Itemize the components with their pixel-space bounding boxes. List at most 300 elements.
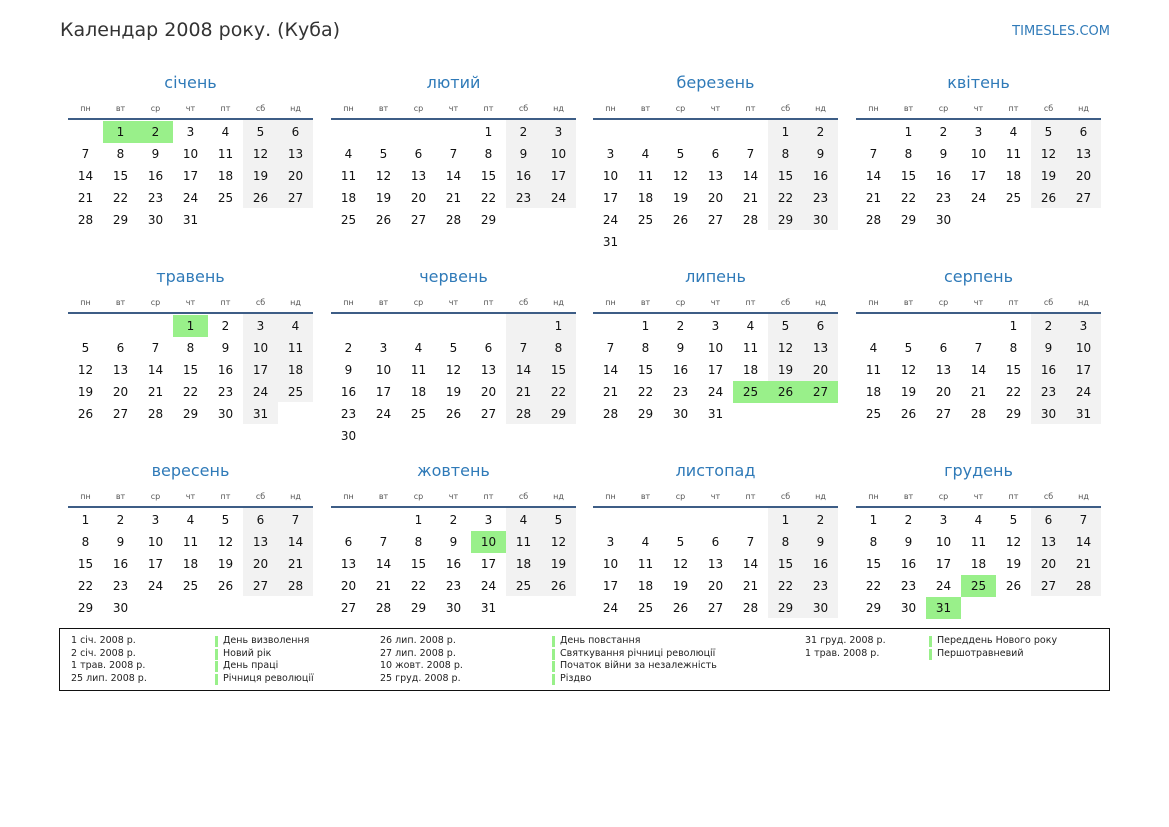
day-cell: 18 xyxy=(970,557,987,571)
day-cell: 20 xyxy=(480,385,497,399)
day-cell: 22 xyxy=(410,579,427,593)
day-cell: 30 xyxy=(112,601,129,615)
day-cell: 14 xyxy=(742,169,759,183)
day-cell: 6 xyxy=(414,147,423,161)
day-cell: 24 xyxy=(935,579,952,593)
day-cell: 6 xyxy=(816,319,825,333)
weekday-label: нд xyxy=(815,298,826,307)
day-cell: 8 xyxy=(641,341,650,355)
day-cell: 5 xyxy=(676,535,685,549)
day-cell: 19 xyxy=(445,385,462,399)
day-cell: 18 xyxy=(340,191,357,205)
day-cell: 29 xyxy=(900,213,917,227)
day-cell: 16 xyxy=(515,169,532,183)
day-cell: 23 xyxy=(900,579,917,593)
legend-date: 25 лип. 2008 р. xyxy=(71,672,147,684)
day-cell: 29 xyxy=(865,601,882,615)
day-cell: 30 xyxy=(900,601,917,615)
day-cell: 5 xyxy=(904,341,913,355)
day-cell: 7 xyxy=(746,147,755,161)
weekday-label: ср xyxy=(413,104,424,113)
weekday-label: ср xyxy=(150,492,161,501)
day-cell: 1 xyxy=(781,125,790,139)
day-cell: 17 xyxy=(550,169,567,183)
day-cell: 9 xyxy=(904,535,913,549)
legend-holiday-name: Різдво xyxy=(560,672,592,684)
weekday-label: пт xyxy=(220,104,231,113)
day-cell: 6 xyxy=(1079,125,1088,139)
weekday-label: сб xyxy=(1043,492,1054,501)
day-cell: 8 xyxy=(186,341,195,355)
day-cell: 25 xyxy=(182,579,199,593)
day-cell: 6 xyxy=(484,341,493,355)
day-cell: 17 xyxy=(602,191,619,205)
holiday-day-cell: 27 xyxy=(803,381,838,403)
day-cell: 15 xyxy=(777,169,794,183)
weekday-label: чт xyxy=(448,298,459,307)
weekday-label: пн xyxy=(605,104,616,113)
day-cell: 29 xyxy=(777,213,794,227)
weekday-label: вт xyxy=(378,298,389,307)
day-cell: 29 xyxy=(410,601,427,615)
day-cell: 20 xyxy=(707,191,724,205)
day-cell: 4 xyxy=(519,513,528,527)
day-cell: 30 xyxy=(1040,407,1057,421)
holiday-day-cell: 2 xyxy=(138,121,173,143)
day-cell: 4 xyxy=(974,513,983,527)
day-cell: 4 xyxy=(641,535,650,549)
day-cell: 31 xyxy=(182,213,199,227)
day-cell: 22 xyxy=(77,579,94,593)
day-cell: 28 xyxy=(970,407,987,421)
day-cell: 14 xyxy=(375,557,392,571)
day-cell: 7 xyxy=(606,341,615,355)
weekday-label: пн xyxy=(868,492,879,501)
day-cell: 4 xyxy=(291,319,300,333)
month-5 xyxy=(68,266,314,456)
day-cell: 10 xyxy=(970,147,987,161)
day-cell: 26 xyxy=(1005,579,1022,593)
day-cell: 30 xyxy=(147,213,164,227)
day-cell: 15 xyxy=(112,169,129,183)
day-cell: 16 xyxy=(217,363,234,377)
day-cell: 8 xyxy=(484,147,493,161)
weekday-label: чт xyxy=(973,298,984,307)
day-cell: 20 xyxy=(1075,169,1092,183)
weekday-label: вт xyxy=(903,492,914,501)
day-cell: 13 xyxy=(410,169,427,183)
legend-holiday-name: День визволення xyxy=(223,635,310,646)
day-cell: 7 xyxy=(379,535,388,549)
day-cell: 12 xyxy=(445,363,462,377)
weekday-label: чт xyxy=(710,298,721,307)
weekday-label: чт xyxy=(973,492,984,501)
day-cell: 15 xyxy=(550,363,567,377)
day-cell: 26 xyxy=(672,601,689,615)
day-cell: 27 xyxy=(410,213,427,227)
day-cell: 21 xyxy=(742,191,759,205)
month-name: липень xyxy=(685,267,746,286)
day-cell: 29 xyxy=(637,407,654,421)
weekday-header xyxy=(331,492,576,504)
day-cell: 14 xyxy=(287,535,304,549)
legend-date: 26 лип. 2008 р. xyxy=(380,635,456,646)
day-cell: 8 xyxy=(414,535,423,549)
day-cell: 9 xyxy=(116,535,125,549)
day-cell: 5 xyxy=(449,341,458,355)
holiday-day-cell: 10 xyxy=(471,531,506,553)
day-cell: 10 xyxy=(935,535,952,549)
weekday-label: сб xyxy=(1043,298,1054,307)
day-cell: 2 xyxy=(1044,319,1053,333)
day-cell: 17 xyxy=(602,579,619,593)
weekday-label: чт xyxy=(448,104,459,113)
weekday-label: пн xyxy=(80,492,91,501)
weekday-label: вт xyxy=(903,104,914,113)
day-cell: 22 xyxy=(1005,385,1022,399)
day-cell: 2 xyxy=(904,513,913,527)
day-cell: 16 xyxy=(147,169,164,183)
legend-color-marker xyxy=(552,661,555,672)
day-cell: 7 xyxy=(151,341,160,355)
day-cell: 13 xyxy=(252,535,269,549)
day-cell: 15 xyxy=(410,557,427,571)
day-cell: 17 xyxy=(970,169,987,183)
legend-date: 1 січ. 2008 р. xyxy=(71,635,136,646)
day-cell: 23 xyxy=(112,579,129,593)
day-cell: 13 xyxy=(480,363,497,377)
day-cell: 31 xyxy=(1075,407,1092,421)
month-name: березень xyxy=(676,73,755,92)
day-cell: 19 xyxy=(672,191,689,205)
weekday-label: нд xyxy=(1078,298,1089,307)
weekday-label: вт xyxy=(378,104,389,113)
day-cell: 18 xyxy=(515,557,532,571)
day-cell: 28 xyxy=(742,601,759,615)
day-cell: 21 xyxy=(865,191,882,205)
day-cell: 23 xyxy=(445,579,462,593)
day-cell: 23 xyxy=(935,191,952,205)
legend-holiday-name: Річниця революції xyxy=(223,672,314,684)
day-cell: 26 xyxy=(77,407,94,421)
weekday-label: нд xyxy=(290,104,301,113)
day-cell: 15 xyxy=(865,557,882,571)
day-cell: 13 xyxy=(935,363,952,377)
day-cell: 18 xyxy=(637,191,654,205)
day-cell: 5 xyxy=(554,513,563,527)
day-cell: 12 xyxy=(672,169,689,183)
day-cell: 23 xyxy=(672,385,689,399)
day-cell: 5 xyxy=(676,147,685,161)
weekday-label: пн xyxy=(868,298,879,307)
day-cell: 17 xyxy=(375,385,392,399)
weekday-label: сб xyxy=(780,104,791,113)
day-cell: 17 xyxy=(182,169,199,183)
weekday-label: вт xyxy=(640,492,651,501)
day-cell: 19 xyxy=(777,363,794,377)
day-cell: 17 xyxy=(252,363,269,377)
day-cell: 11 xyxy=(742,341,759,355)
legend-holiday-name: День повстання xyxy=(560,635,641,646)
day-cell: 15 xyxy=(77,557,94,571)
day-cell: 29 xyxy=(550,407,567,421)
day-cell: 6 xyxy=(711,147,720,161)
day-cell: 8 xyxy=(781,535,790,549)
day-cell: 25 xyxy=(410,407,427,421)
weekday-label: вт xyxy=(378,492,389,501)
day-cell: 24 xyxy=(375,407,392,421)
legend-color-marker xyxy=(552,649,555,660)
day-cell: 11 xyxy=(970,535,987,549)
day-cell: 22 xyxy=(865,579,882,593)
holiday-day-cell: 26 xyxy=(768,381,803,403)
day-cell: 21 xyxy=(970,385,987,399)
day-cell: 19 xyxy=(77,385,94,399)
day-cell: 20 xyxy=(410,191,427,205)
weekday-label: ср xyxy=(675,492,686,501)
day-cell: 21 xyxy=(515,385,532,399)
weekday-label: нд xyxy=(1078,492,1089,501)
day-cell: 9 xyxy=(816,535,825,549)
weekday-label: сб xyxy=(780,298,791,307)
weekday-label: чт xyxy=(185,492,196,501)
day-cell: 24 xyxy=(550,191,567,205)
day-cell: 19 xyxy=(1040,169,1057,183)
holiday-day-cell: 31 xyxy=(926,597,961,619)
weekday-label: чт xyxy=(185,298,196,307)
day-cell: 4 xyxy=(344,147,353,161)
holiday-day-cell: 1 xyxy=(173,315,208,337)
day-cell: 12 xyxy=(777,341,794,355)
day-cell: 9 xyxy=(449,535,458,549)
day-cell: 2 xyxy=(676,319,685,333)
legend-color-marker xyxy=(552,674,555,685)
day-cell: 16 xyxy=(112,557,129,571)
day-cell: 11 xyxy=(637,169,654,183)
legend-holiday-name: Новий рік xyxy=(223,647,272,659)
legend-date: 1 трав. 2008 р. xyxy=(805,647,880,659)
legend-color-marker xyxy=(929,649,932,660)
day-cell: 28 xyxy=(515,407,532,421)
day-cell: 28 xyxy=(1075,579,1092,593)
day-cell: 28 xyxy=(287,579,304,593)
day-cell: 11 xyxy=(515,535,532,549)
weekday-label: пн xyxy=(80,298,91,307)
day-cell: 4 xyxy=(869,341,878,355)
day-cell: 8 xyxy=(554,341,563,355)
day-cell: 30 xyxy=(812,213,829,227)
day-cell: 1 xyxy=(641,319,650,333)
day-cell: 11 xyxy=(410,363,427,377)
weekday-label: пн xyxy=(80,104,91,113)
day-cell: 10 xyxy=(252,341,269,355)
month-12 xyxy=(856,460,1102,650)
weekday-label: чт xyxy=(973,104,984,113)
day-cell: 3 xyxy=(974,125,983,139)
day-cell: 13 xyxy=(812,341,829,355)
day-cell: 8 xyxy=(1009,341,1018,355)
day-cell: 24 xyxy=(602,213,619,227)
weekday-label: вт xyxy=(640,298,651,307)
day-cell: 8 xyxy=(904,147,913,161)
day-cell: 13 xyxy=(287,147,304,161)
day-cell: 7 xyxy=(519,341,528,355)
day-cell: 22 xyxy=(550,385,567,399)
day-cell: 2 xyxy=(344,341,353,355)
day-cell: 17 xyxy=(707,363,724,377)
weekday-label: сб xyxy=(518,298,529,307)
holiday-day-cell: 25 xyxy=(961,575,996,597)
day-cell: 16 xyxy=(672,363,689,377)
day-cell: 20 xyxy=(707,579,724,593)
day-cell: 26 xyxy=(445,407,462,421)
day-cell: 10 xyxy=(147,535,164,549)
weekday-label: сб xyxy=(1043,104,1054,113)
day-cell: 30 xyxy=(672,407,689,421)
day-cell: 26 xyxy=(375,213,392,227)
day-cell: 18 xyxy=(1005,169,1022,183)
day-cell: 10 xyxy=(375,363,392,377)
day-cell: 14 xyxy=(445,169,462,183)
day-cell: 13 xyxy=(707,169,724,183)
day-cell: 13 xyxy=(707,557,724,571)
legend-color-marker xyxy=(215,636,218,647)
day-cell: 3 xyxy=(256,319,265,333)
legend-color-marker xyxy=(929,636,932,647)
day-cell: 9 xyxy=(221,341,230,355)
day-cell: 6 xyxy=(256,513,265,527)
month-6 xyxy=(331,266,577,456)
day-cell: 24 xyxy=(602,601,619,615)
month-name: червень xyxy=(419,267,488,286)
month-9 xyxy=(68,460,314,650)
weekday-label: сб xyxy=(255,298,266,307)
day-cell: 8 xyxy=(869,535,878,549)
day-cell: 19 xyxy=(672,579,689,593)
month-7 xyxy=(593,266,839,456)
day-cell: 25 xyxy=(515,579,532,593)
day-cell: 25 xyxy=(287,385,304,399)
day-cell: 9 xyxy=(939,147,948,161)
day-cell: 3 xyxy=(484,513,493,527)
day-cell: 24 xyxy=(480,579,497,593)
day-cell: 24 xyxy=(252,385,269,399)
day-cell: 27 xyxy=(707,213,724,227)
page-title: Календар 2008 року. (Куба) xyxy=(60,19,341,41)
legend-holiday-name: Переддень Нового року xyxy=(937,635,1058,646)
site-link[interactable]: TIMESLES.COM xyxy=(1012,24,1110,39)
weekday-label: чт xyxy=(710,104,721,113)
weekday-label: пт xyxy=(745,104,756,113)
day-cell: 16 xyxy=(900,557,917,571)
day-cell: 16 xyxy=(1040,363,1057,377)
day-cell: 5 xyxy=(781,319,790,333)
weekday-header xyxy=(331,104,576,116)
day-cell: 17 xyxy=(480,557,497,571)
day-cell: 9 xyxy=(344,363,353,377)
month-name: грудень xyxy=(944,461,1013,480)
weekday-label: пт xyxy=(483,492,494,501)
weekday-label: нд xyxy=(290,298,301,307)
weekday-label: пн xyxy=(605,298,616,307)
day-cell: 2 xyxy=(116,513,125,527)
weekday-label: ср xyxy=(938,492,949,501)
day-cell: 14 xyxy=(742,557,759,571)
weekday-label: вт xyxy=(640,104,651,113)
weekday-label: пт xyxy=(1008,298,1019,307)
day-cell: 7 xyxy=(291,513,300,527)
day-cell: 22 xyxy=(480,191,497,205)
day-cell: 10 xyxy=(182,147,199,161)
legend-date: 31 груд. 2008 р. xyxy=(805,635,886,646)
day-cell: 6 xyxy=(1044,513,1053,527)
day-cell: 9 xyxy=(676,341,685,355)
day-cell: 20 xyxy=(287,169,304,183)
day-cell: 20 xyxy=(1040,557,1057,571)
weekday-label: ср xyxy=(938,104,949,113)
day-cell: 2 xyxy=(519,125,528,139)
day-cell: 3 xyxy=(151,513,160,527)
day-cell: 26 xyxy=(900,407,917,421)
day-cell: 2 xyxy=(449,513,458,527)
day-cell: 29 xyxy=(77,601,94,615)
day-cell: 23 xyxy=(1040,385,1057,399)
month-10 xyxy=(331,460,577,650)
day-cell: 2 xyxy=(221,319,230,333)
day-cell: 8 xyxy=(116,147,125,161)
day-cell: 8 xyxy=(781,147,790,161)
day-cell: 3 xyxy=(606,535,615,549)
day-cell: 7 xyxy=(869,147,878,161)
day-cell: 18 xyxy=(637,579,654,593)
day-cell: 13 xyxy=(340,557,357,571)
day-cell: 14 xyxy=(147,363,164,377)
day-cell: 20 xyxy=(935,385,952,399)
day-cell: 11 xyxy=(340,169,357,183)
day-cell: 30 xyxy=(935,213,952,227)
day-cell: 26 xyxy=(1040,191,1057,205)
day-cell: 20 xyxy=(340,579,357,593)
weekday-label: пт xyxy=(1008,492,1019,501)
day-cell: 27 xyxy=(112,407,129,421)
month-11 xyxy=(593,460,839,650)
weekday-label: нд xyxy=(553,492,564,501)
day-cell: 9 xyxy=(1044,341,1053,355)
weekday-label: пт xyxy=(483,298,494,307)
day-cell: 4 xyxy=(186,513,195,527)
day-cell: 31 xyxy=(707,407,724,421)
day-cell: 11 xyxy=(865,363,882,377)
weekday-label: ср xyxy=(938,298,949,307)
day-cell: 4 xyxy=(641,147,650,161)
day-cell: 23 xyxy=(147,191,164,205)
day-cell: 8 xyxy=(81,535,90,549)
weekday-label: вт xyxy=(115,298,126,307)
weekday-label: пт xyxy=(220,298,231,307)
legend-date: 25 груд. 2008 р. xyxy=(380,672,461,684)
day-cell: 11 xyxy=(1005,147,1022,161)
day-cell: 15 xyxy=(182,363,199,377)
weekday-label: сб xyxy=(255,104,266,113)
weekday-label: ср xyxy=(675,104,686,113)
legend-date: 1 трав. 2008 р. xyxy=(71,660,146,671)
day-cell: 22 xyxy=(112,191,129,205)
day-cell: 12 xyxy=(1040,147,1057,161)
day-cell: 1 xyxy=(869,513,878,527)
weekday-label: пт xyxy=(483,104,494,113)
day-cell: 30 xyxy=(217,407,234,421)
day-cell: 5 xyxy=(1009,513,1018,527)
